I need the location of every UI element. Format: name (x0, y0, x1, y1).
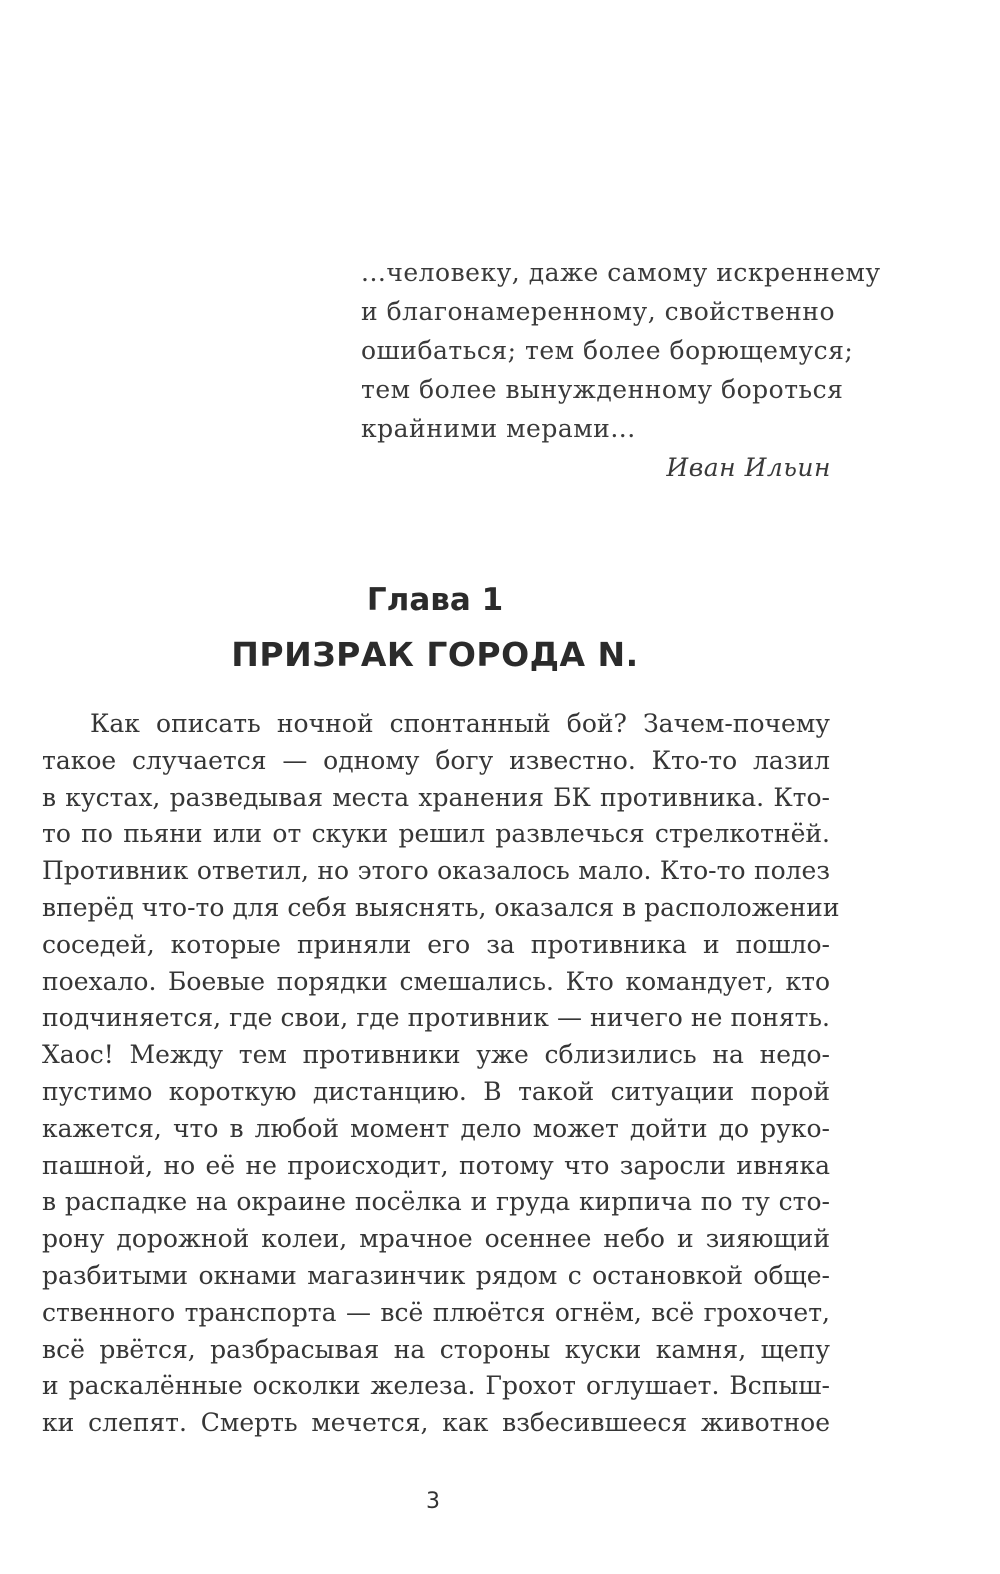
epigraph-line: крайними мерами... (361, 414, 636, 443)
body-line: такое случается — одному богу известно. Кто-то лазил (42, 745, 830, 775)
body-line: кажется, что в любой момент дело может дойти до руко- (42, 1113, 830, 1143)
epigraph-author: Иван Ильин (666, 453, 831, 482)
epigraph (361, 253, 881, 487)
body-line: пашной, но её не происходит, потому что заросли ивняка (42, 1150, 830, 1180)
chapter-number: Глава 1 (366, 582, 504, 618)
body-line: вперёд что-то для себя выяснять, оказался в расположении (42, 892, 840, 922)
epigraph-line: ...человеку, даже самому искреннему (361, 258, 881, 287)
body-line: всё рвётся, разбрасывая на стороны куски камня, щепу (42, 1334, 830, 1364)
body-text (42, 706, 840, 1442)
body-line: пустимо короткую дистанцию. В такой ситуации порой (42, 1076, 830, 1106)
body-line: подчиняется, где свои, где противник — ничего не понять. (42, 1003, 830, 1033)
body-line: Противник ответил, но этого оказалось мало. Кто-то полез (42, 856, 830, 886)
page-number: 3 (426, 1489, 440, 1514)
epigraph-line: ошибаться; тем более борющемуся; (361, 336, 854, 365)
body-line: рону дорожной колеи, мрачное осеннее небо и зияющий (42, 1224, 830, 1254)
body-line: соседей, которые приняли его за противника и пошло- (42, 929, 830, 959)
body-line: Как описать ночной спонтанный бой? Зачем-почему (90, 709, 830, 738)
body-line: ки слепят. Смерть мечется, как взбесившееся животное (42, 1408, 830, 1438)
body-line: поехало. Боевые порядки смешались. Кто командует, кто (42, 966, 830, 996)
body-line: и раскалённые осколки железа. Грохот оглушает. Вспыш- (42, 1371, 830, 1401)
body-line: в распадке на окраине посёлка и груда кирпича по ту сто- (42, 1187, 830, 1217)
body-line: ственного транспорта — всё плюётся огнём, всё грохочет, (42, 1297, 830, 1327)
body-line: разбитыми окнами магазинчик рядом с остановкой обще- (42, 1260, 830, 1290)
epigraph-line: и благонамеренному, свойственно (361, 297, 835, 326)
body-line: то по пьяни или от скуки решил развлечься стрелкотнёй. (42, 819, 830, 849)
body-line: в кустах, разведывая места хранения БК противника. Кто- (42, 782, 830, 812)
chapter-title: ПРИЗРАК ГОРОДА N. (231, 635, 639, 674)
body-line: Хаос! Между тем противники уже сблизились на недо- (42, 1040, 830, 1070)
epigraph-line: тем более вынужденному бороться (361, 375, 844, 404)
